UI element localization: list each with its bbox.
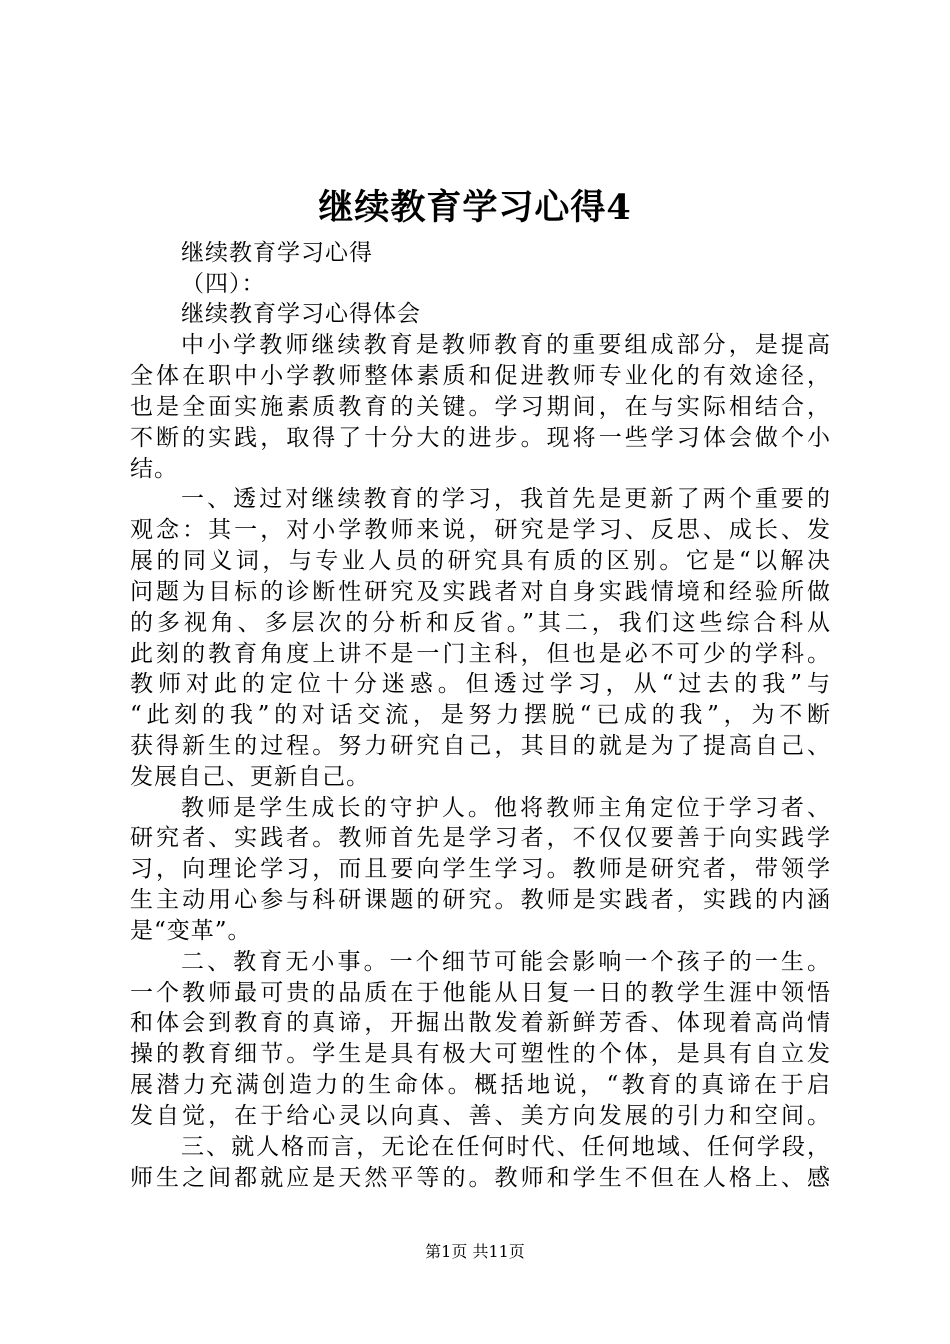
text-line: “此刻的我”的对话交流，是努力摆脱“已成的我”，为不断 [130, 702, 830, 728]
subtitle-number: （四）： [181, 271, 266, 297]
text-line: 全体在职中小学教师整体素质和促进教师专业化的有效途径， [130, 363, 830, 389]
text-line: 是“变革”。 [130, 918, 252, 944]
text-line: 习，向理论学习，而且要向学生学习。教师是研究者，带领学 [130, 856, 830, 882]
page-number-footer: 第1页 共11页 [425, 1242, 525, 1261]
text-line: 师生之间都就应是天然平等的。教师和学生不但在人格上、感 [130, 1165, 830, 1191]
text-line: 发自觉，在于给心灵以向真、善、美方向发展的引力和空间。 [130, 1103, 830, 1129]
text-line: 展的同义词，与专业人员的研究具有质的区别。它是“以解决 [130, 548, 830, 574]
document-title: 继续教育学习心得4 [318, 187, 632, 228]
text-line: 也是全面实施素质教育的关键。学习期间，在与实际相结合， [130, 394, 830, 420]
text-line: 观念：其一，对小学教师来说，研究是学习、反思、成长、发 [130, 517, 830, 543]
text-line: 一、透过对继续教育的学习，我首先是更新了两个重要的 [181, 486, 830, 512]
section-heading: 继续教育学习心得体会 [181, 301, 421, 327]
text-line: 研究者、实践者。教师首先是学习者，不仅仅要善于向实践学 [130, 825, 830, 851]
text-line: 中小学教师继续教育是教师教育的重要组成部分，是提高 [181, 332, 830, 358]
text-line: 一个教师最可贵的品质在于他能从日复一日的教学生涯中领悟 [130, 980, 830, 1006]
text-line: 三、就人格而言，无论在任何时代、任何地域、任何学段， [181, 1134, 830, 1160]
text-line: 获得新生的过程。努力研究自己，其目的就是为了提高自己、 [130, 733, 830, 759]
text-line: 操的教育细节。学生是具有极大可塑性的个体，是具有自立发 [130, 1041, 830, 1067]
text-line: 问题为目标的诊断性研究及实践者对自身实践情境和经验所做 [130, 579, 830, 605]
text-line: 的多视角、多层次的分析和反省。”其二，我们这些综合科从 [130, 610, 830, 636]
subtitle-line: 继续教育学习心得 [181, 240, 373, 266]
text-line: 二、教育无小事。一个细节可能会影响一个孩子的一生。 [181, 949, 830, 975]
text-line: 展潜力充满创造力的生命体。概括地说，“教育的真谛在于启 [130, 1072, 830, 1098]
text-line: 结。 [130, 456, 178, 482]
text-line: 不断的实践，取得了十分大的进步。现将一些学习体会做个小 [130, 425, 830, 451]
text-line: 教师对此的定位十分迷惑。但透过学习，从“过去的我”与 [130, 671, 830, 697]
text-line: 教师是学生成长的守护人。他将教师主角定位于学习者、 [181, 795, 830, 821]
text-line: 发展自己、更新自己。 [130, 764, 370, 790]
text-line: 和体会到教育的真谛，开掘出散发着新鲜芳香、体现着高尚情 [130, 1010, 830, 1036]
text-line: 此刻的教育角度上讲不是一门主科，但也是必不可少的学科。 [130, 641, 830, 667]
text-line: 生主动用心参与科研课题的研究。教师是实践者，实践的内涵 [130, 887, 830, 913]
